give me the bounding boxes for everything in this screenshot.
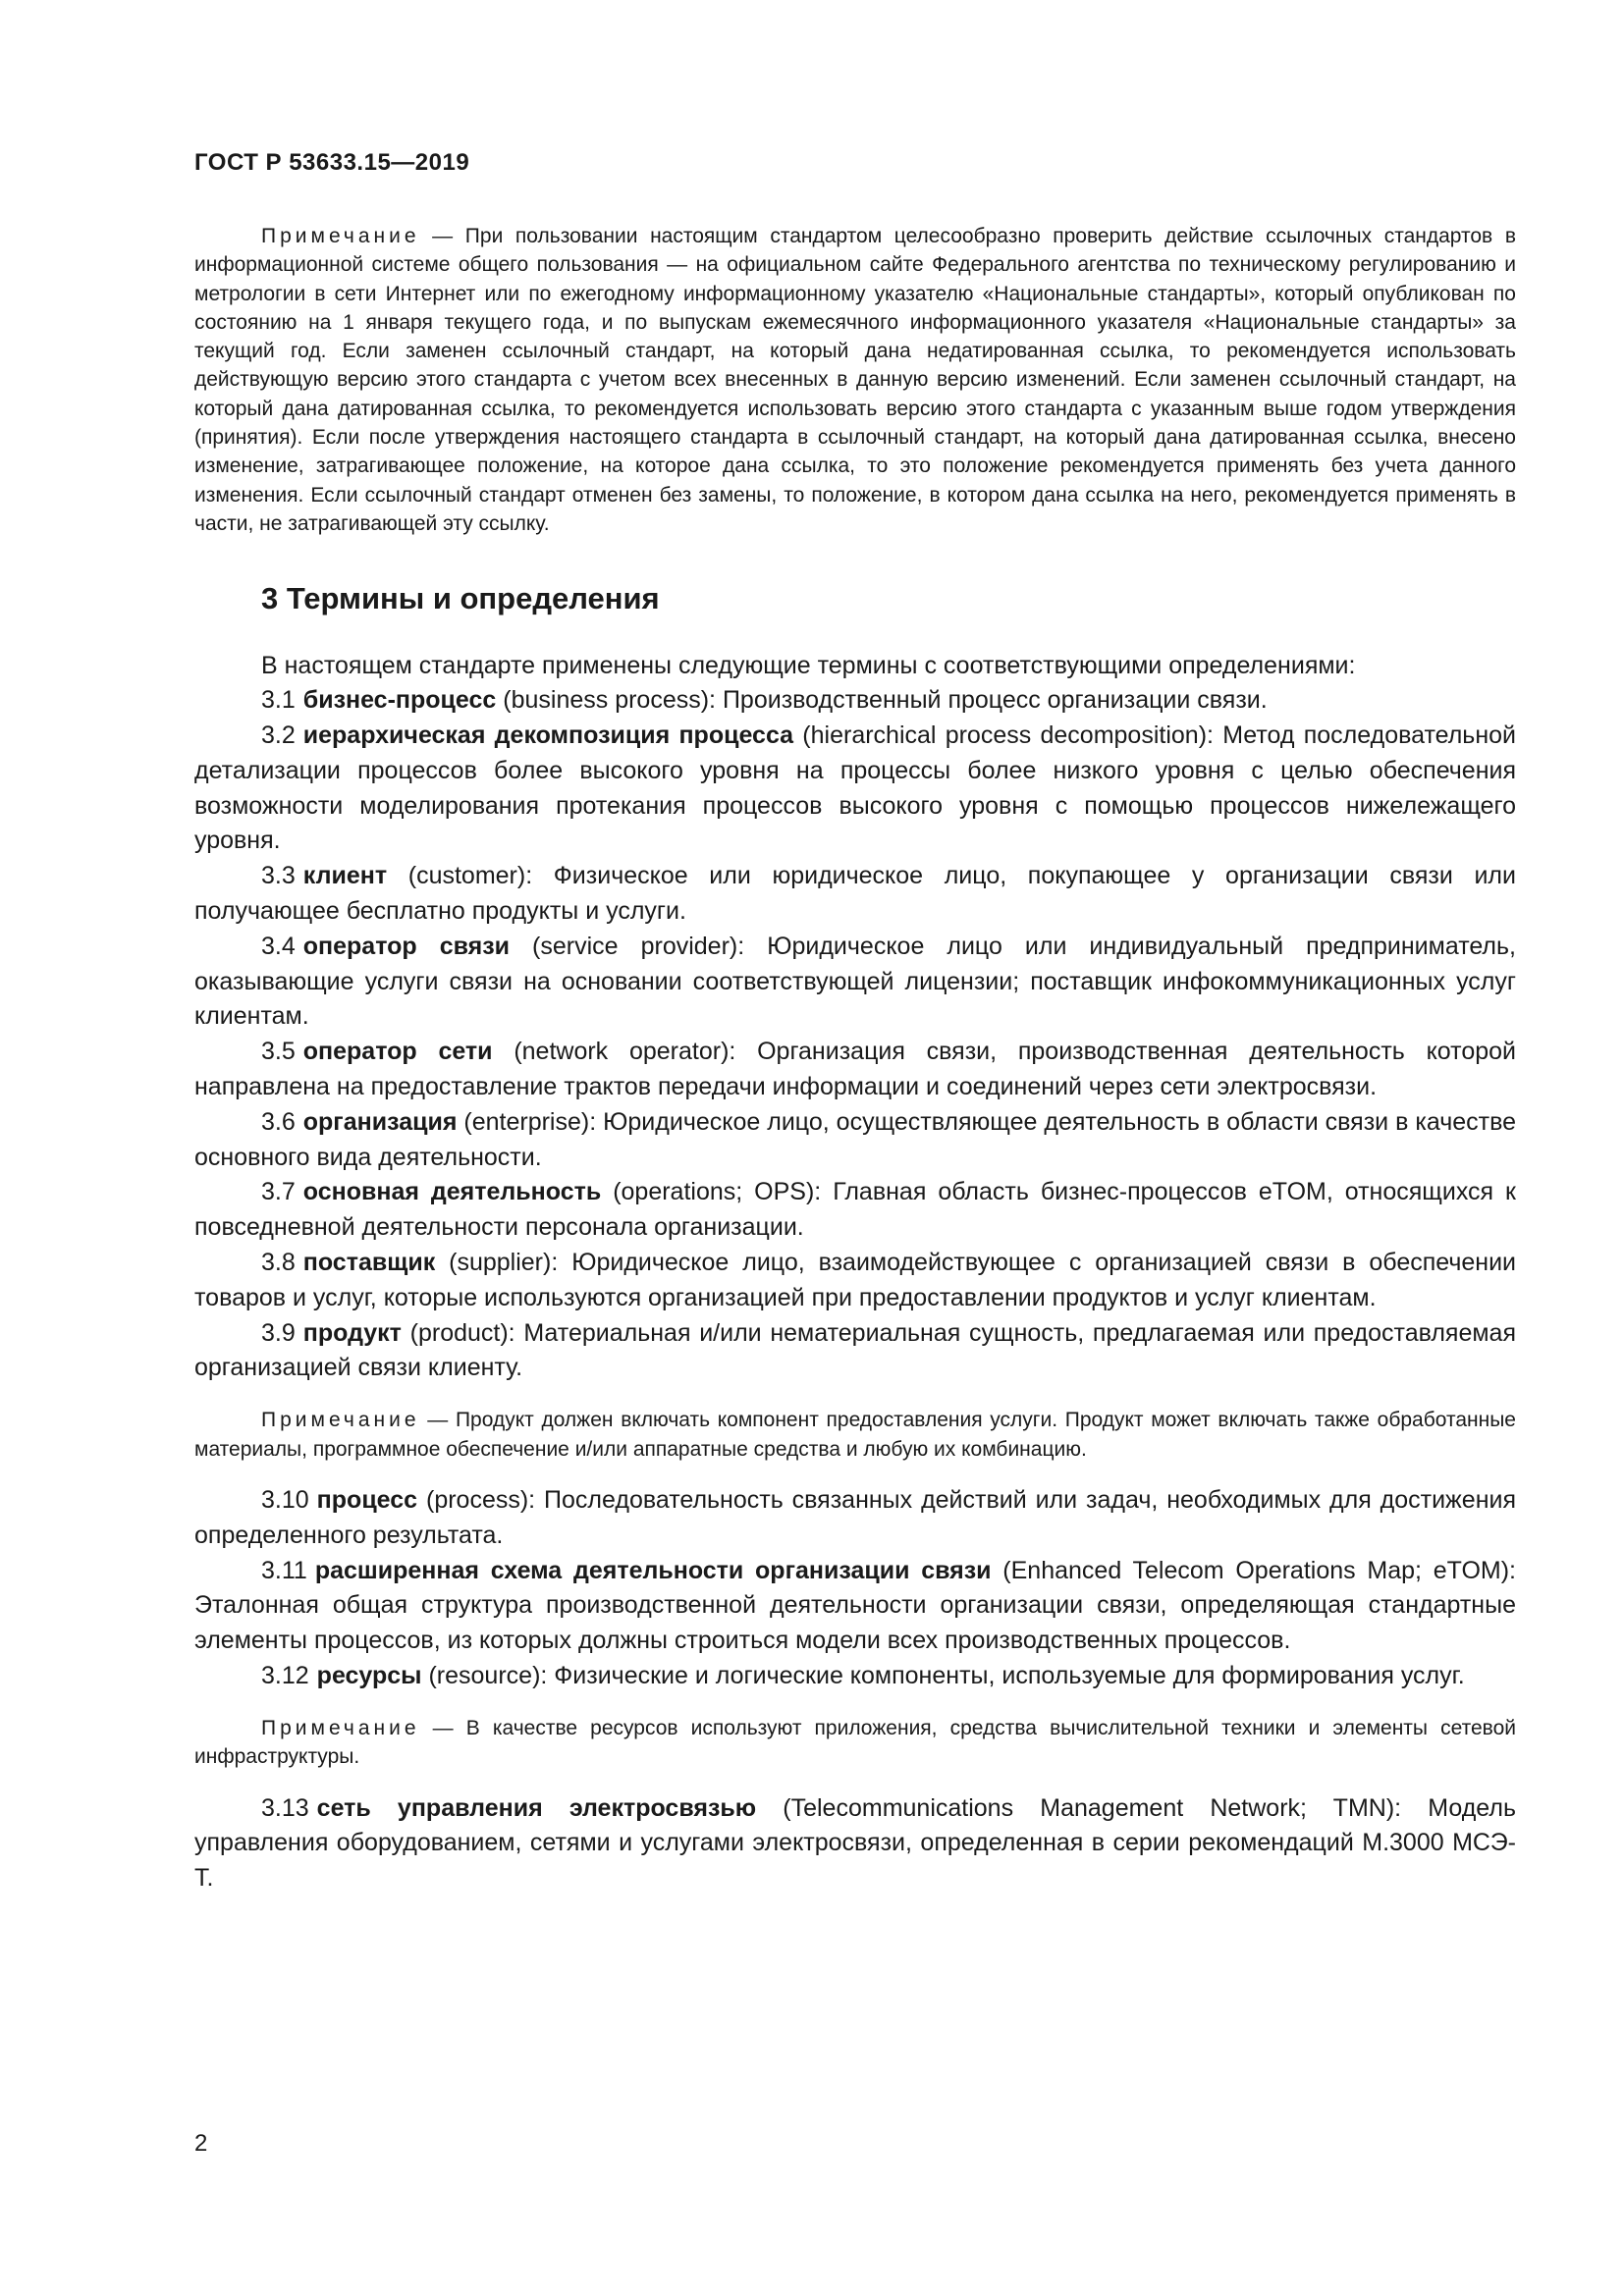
term-number: 3.2 [261, 721, 296, 750]
term-name: продукт [302, 1318, 402, 1347]
note-text: — В качестве ресурсов используют приложения, средства вычислительной техники и элементы сетевой инфраструктуры. [194, 1716, 1516, 1769]
term-name: иерархическая декомпозиция процесса [302, 721, 794, 750]
resource-note [194, 1714, 1516, 1772]
term-entry [194, 1554, 1516, 1659]
term-number: 3.10 [261, 1486, 309, 1515]
term-number: 3.7 [261, 1178, 296, 1206]
term-name: сеть управления электросвязью [316, 1793, 757, 1822]
note-label: Примечание [261, 225, 420, 247]
term-entry [194, 859, 1516, 930]
term-entry [194, 1035, 1516, 1105]
term-name: бизнес-процесс [302, 686, 497, 715]
term-definition: (Telecommunications Management Network; TMN): Модель управления оборудованием, сетями и услугами электросвязи, определенная в серии рекомендаций М.3000 МСЭ-Т. [194, 1793, 1516, 1893]
page-content [194, 222, 1516, 1896]
term-name: ресурсы [316, 1662, 422, 1689]
term-entry [194, 683, 1516, 719]
term-entry [194, 1659, 1516, 1694]
document-header: ГОСТ Р 53633.15—2019 [194, 149, 470, 176]
term-number: 3.6 [261, 1107, 296, 1136]
term-number: 3.3 [261, 862, 296, 890]
term-number: 3.5 [261, 1038, 296, 1066]
term-entry [194, 1105, 1516, 1176]
term-number: 3.8 [261, 1249, 296, 1277]
term-entry [194, 1791, 1516, 1896]
term-entry [194, 1316, 1516, 1387]
term-definition: (hierarchical process decomposition): Метод последовательной детализации процессов более высокого уровня на процессы более низкого уровня с целью обеспечения возможности моделирования протекания процессов высокого уровня с помощью процессов нижележащего уровня. [194, 721, 1516, 855]
term-number: 3.4 [261, 932, 296, 960]
term-name: клиент [302, 862, 388, 890]
term-definition: (business process): Производственный процесс организации связи. [496, 686, 1268, 715]
term-name: поставщик [302, 1249, 436, 1277]
note-text: — Продукт должен включать компонент предоставления услуги. Продукт может включать также обработанные материалы, программное обеспечение и/или аппаратные средства и любую их комбинацию. [194, 1409, 1516, 1461]
product-note [194, 1406, 1516, 1464]
term-name: процесс [316, 1486, 418, 1515]
term-number: 3.12 [261, 1662, 309, 1689]
references-note [194, 222, 1516, 538]
term-number: 3.11 [261, 1556, 307, 1584]
term-name: организация [302, 1107, 458, 1136]
term-definition: (product): Материальная и/или нематериальная сущность, предлагаемая или предоставляемая организацией связи клиенту. [194, 1318, 1516, 1382]
term-definition: (customer): Физическое или юридическое лицо, покупающее у организации связи или получающее бесплатно продукты и услуги. [194, 862, 1516, 926]
term-entry [194, 719, 1516, 859]
note-label: Примечание [261, 1716, 420, 1739]
term-name: основная деятельность [302, 1178, 602, 1206]
term-number: 3.13 [261, 1793, 309, 1822]
term-definition: (process): Последовательность связанных действий или задач, необходимых для достижения определенного результата. [194, 1486, 1516, 1549]
term-definition: (enterprise): Юридическое лицо, осуществляющее деятельность в области связи в качестве основного вида деятельности. [194, 1107, 1516, 1171]
note-label: Примечание [261, 1409, 420, 1432]
note-text: — При пользовании настоящим стандартом целесообразно проверить действие ссылочных стандартов в информационной системе общего пользования — на официальном сайте Федерального агентства по техническому регулированию и метрологии в сети Интернет или по ежегодному информационному указателю «Национальные стандарты», который опубликован по состоянию на 1 января текущего года, и по выпускам ежемесячного информационного указателя «Национальные стандарты» за текущий год. Если заменен ссылочный стандарт, на который дана недатированная ссылка, то рекомендуется использовать действующую версию этого стандарта с учетом всех внесенных в данную версию изменений. Если заменен ссылочный стандарт, на который дана датированная ссылка, то рекомендуется использовать версию этого стандарта с указанным выше годом утверждения (принятия). Если после утверждения настоящего стандарта в ссылочный стандарт, на который дана датированная ссылка, внесено изменение, затрагивающее положение, на которое дана ссылка, то это положение рекомендуется применять без учета данного изменения. Если ссылочный стандарт отменен без замены, то положение, в котором дана ссылка на него, рекомендуется применять в части, не затрагивающей эту ссылку. [194, 225, 1516, 535]
section-heading: 3 Термины и определения [261, 581, 660, 616]
term-entry [194, 1246, 1516, 1316]
term-entry [194, 930, 1516, 1035]
section-intro: В настоящем стандарте применены следующие термины с соответствующими определениями: [261, 652, 1356, 680]
term-number: 3.9 [261, 1318, 296, 1347]
term-definition: (network operator): Организация связи, производственная деятельность которой направлена на предоставление трактов передачи информации и соединений через сети электросвязи. [194, 1038, 1517, 1101]
term-name: расширенная схема деятельности организации связи [314, 1556, 992, 1584]
term-number: 3.1 [261, 686, 296, 715]
term-definition: (service provider): Юридическое лицо или индивидуальный предприниматель, оказывающие услуги связи на основании соответствующей лицензии; поставщик инфокоммуникационных услуг клиентам. [194, 932, 1516, 1031]
term-name: оператор связи [302, 932, 511, 960]
term-definition: (supplier): Юридическое лицо, взаимодействующее с организацией связи в обеспечении товаров и услуг, которые используются организацией при предоставлении продуктов и услуг клиентам. [194, 1249, 1516, 1311]
term-name: оператор сети [302, 1038, 493, 1066]
term-definition: (resource): Физические и логические компоненты, используемые для формирования услуг. [421, 1662, 1465, 1689]
page-number: 2 [194, 2130, 208, 2157]
term-entry [194, 1175, 1516, 1246]
term-entry [194, 1483, 1516, 1554]
term-definition: (Enhanced Telecom Operations Map; eTOM): Эталонная общая структура производственной деятельности организации связи, определяющая стандартные элементы процессов, из которых должны строиться модели всех производственных процессов. [194, 1556, 1516, 1655]
term-definition: (operations; OPS): Главная область бизнес-процессов eTOM, относящихся к повседневной деятельности персонала организации. [194, 1178, 1516, 1242]
